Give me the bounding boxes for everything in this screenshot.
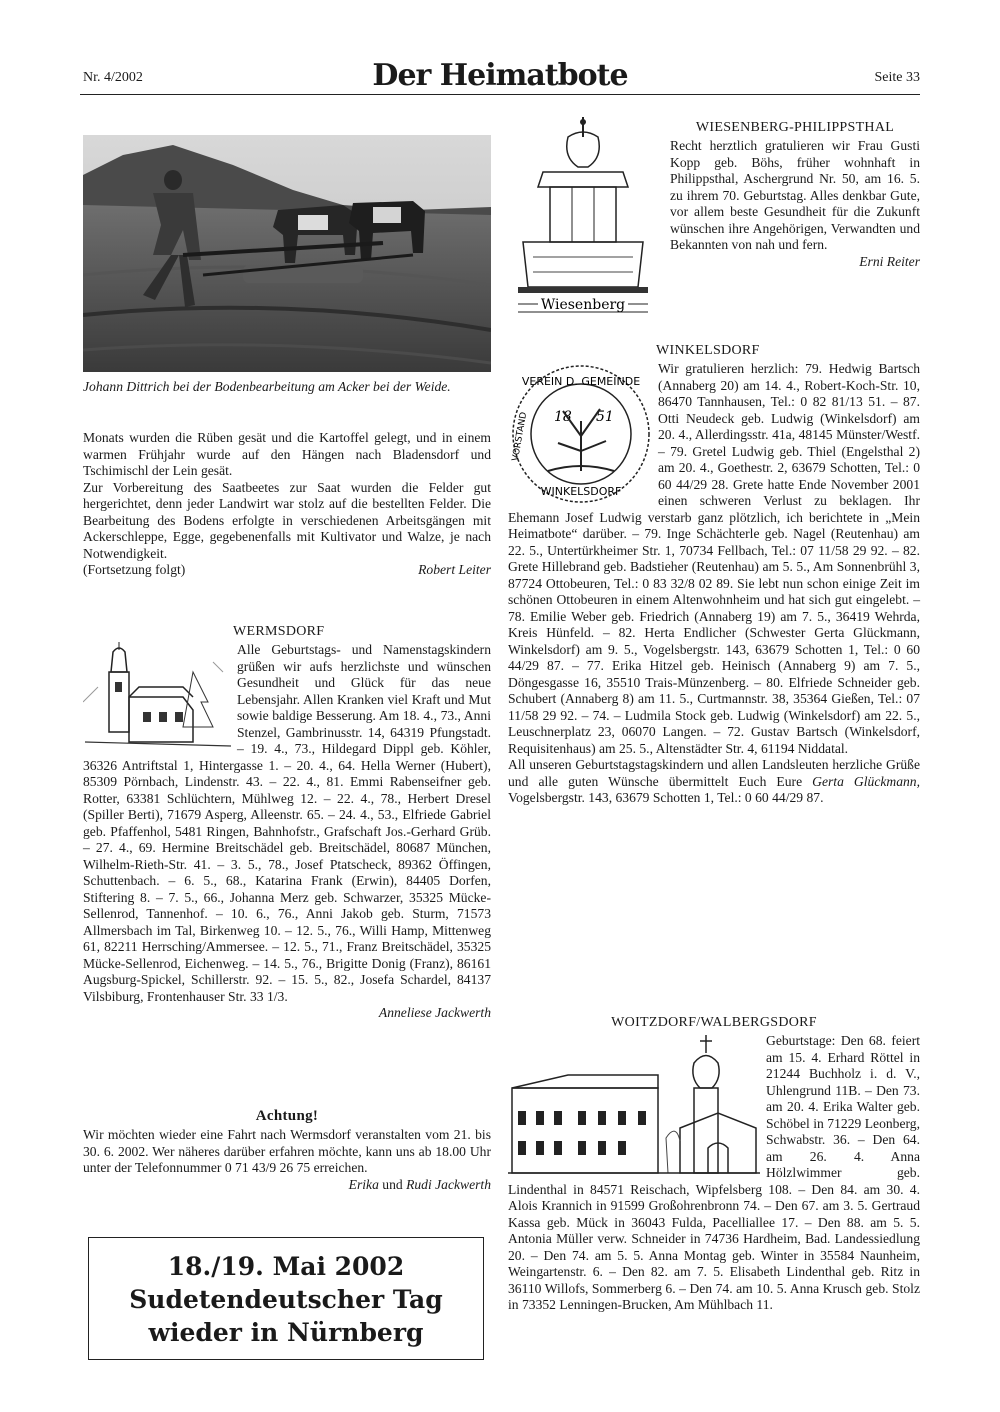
- svg-text:18: 18: [554, 409, 572, 425]
- issue-number: Nr. 4/2002: [83, 70, 143, 85]
- achtung-author: Erika und Rudi Jackwerth: [348, 1176, 491, 1192]
- wermsdorf-author: Anneliese Jackwerth: [378, 1005, 491, 1020]
- winkelsdorf-closing: All unseren Geburtstagstagskindern und allen Landsleuten herzliche Grüße und alle guten Wünsche übermittelt Euch Eure: [508, 757, 920, 789]
- article-paragraph-1: Monats wurden die Rüben gesät und die Kartoffel gelegt, und in einem warmen Frühjahr wurde auf den Hängen nach Bladensdorf und Tschimischl der Lein gesät.: [83, 430, 491, 478]
- wermsdorf-section: [83, 624, 491, 1022]
- svg-text:VEREIN D. GEMEINDE: VEREIN D. GEMEINDE: [521, 375, 641, 388]
- page-number: Seite 33: [874, 70, 920, 85]
- wiesenberg-body: Recht herztlich gratulieren wir Frau Gusti Kopp geb. Böhs, früher wohnhaft in Philippsthal, Aschergrund Nr. 50, am 16. 5. zu ihrem 70. Geburtstag. Alles denkbar Gute, vor allem beste Gesundheit für die Zukunft wünschen ihre Angehörigen, Verwandten und Bekannten von nah und fern.: [670, 138, 920, 252]
- winkelsdorf-intro: Wir gratulieren herzlich:: [658, 361, 799, 376]
- banner-line-1: 18./19. Mai 2002: [167, 1252, 405, 1281]
- svg-text:VORSTAND: VORSTAND: [510, 411, 530, 462]
- header-rule: [80, 94, 920, 95]
- woitzdorf-section: [508, 1015, 920, 1314]
- wiesenberg-heading: WIESENBERG-PHILIPPSTHAL: [695, 120, 895, 135]
- photo-caption: Johann Dittrich bei der Bodenbearbeitung am Acker bei der Weide.: [83, 379, 451, 394]
- wiesenberg-emblem: [508, 112, 658, 322]
- wermsdorf-body: Alle Geburtstags- und Namenstagskindern grüßen wir aufs herzlichste und wünschen Gesundheit und Glück für das neue Lebensjahr. Allen Kranken viel Kraft und Mut sowie baldige Besserung. Am 18. 4., 73., Anni Stenzel, Gambrinusstr. 14, 64319 Pfungstadt. – 19. 4., 73., Hildegard Dippl geb. Köhler, 36326 Antriftstal 1, Hintergasse 1. – 20. 4., 64. Hella Werner (Hubert), 85309 Pörnbach, Lindenstr. 43. – 22. 4., 81. Emmi Rabenseifner geb. Rotter, 63381 Schlüchtern, Mühlweg 12. – 22. 4., 78., Herbert Dresel (Spiller Berti), 71679 Asperg, Alleenstr. 65. – 24. 4., 53., Elfriede Gabriel geb. Pfaffenhol, 5481 Ringen, Bahnhofstr., Grafschaft Jos.-Gerhard Grüb. – 27. 4., 69. Hermine Breitschädel geb. Breitschädel, 80687 München, Wilhelm-Rieth-Str. 41. – 3. 5., 78., Josef Ptatscheck, 89362 Öffingen, Schuttenbach. – 6. 5., 68., Katarina Frank (Erwin), 84405 Dorfen, Stiftering 8. – 7. 5., 66., Johanna Merz geb. Schwarzer, 35325 Mücke-Sellenrod, Tannenhof. – 10. 6., 76., Anni Jakob geb. Sturm, 71573 Allmersbach im Tal, Birkenweg 10. – 12. 5., 76., Willi Hamp, Mittenweg 61, 82211 Herrsching/Ammersee. – 12. 5., 71., Franz Breitschädel, 35325 Mücke-Sellenrod, Eichenweg. – 14. 5., 76., Brigitte Donig (Franz), 86161 Augsburg-Spickel, Schillerstr. 92. – 15. 5., 82., Josefa Schardel, 84137 Vilsbiburg, Frontenhauser Str. 33 1/3.: [83, 642, 491, 1004]
- banner-line-3: wieder in Nürnberg: [148, 1318, 424, 1347]
- achtung-body: Wir möchten wieder eine Fahrt nach Wermsdorf veranstalten vom 21. bis 30. 6. 2002. Wer näheres darüber erfahren möchte, kann uns ab 18.00 Uhr unter der Telefonnummer 0 71 43/9 26 75 erreichen.: [83, 1127, 491, 1175]
- farming-photo: [83, 135, 491, 372]
- masthead: Der Heimatbote: [372, 58, 628, 93]
- svg-text:51: 51: [596, 409, 614, 425]
- woitzdorf-church-drawing: [508, 1033, 760, 1181]
- achtung-section: [83, 1108, 491, 1193]
- achtung-heading: Achtung!: [255, 1108, 319, 1124]
- article-author: Robert Leiter: [418, 562, 491, 577]
- svg-text:WINKELSDORF: WINKELSDORF: [540, 485, 622, 498]
- emblem-label: Wiesenberg: [540, 297, 626, 313]
- winkelsdorf-closing-name: Gerta Glückmann,: [812, 773, 920, 789]
- left-article: [83, 430, 491, 579]
- winkelsdorf-heading: WINKELSDORF: [656, 343, 760, 358]
- winkelsdorf-body: 79. Hedwig Bartsch (Annaberg 20) am 14. 4., Robert-Koch-Str. 10, 86470 Tannhausen, Tel.: 0 82 81/13 51. – 87. Otti Neudeck geb. Ludwig (Winkelsdorf) am 20. 4., Allerdingsstr. 41a, 48145 Münster/Westf. – 79. Gretel Ludwig geb. Thiel (Engelsthal 2) am 20. 4., Goethestr. 2, 63679 Schotten, Tel.: 0 60 44/29 28. Grete hatte Ende November 2001 einen schweren Verlust zu beklagen. Ihr Ehemann Josef Ludwig verstarb ganz plötzlich, ich berichtete in „Mein Heimatbote“ darüber. – 79. Inge Schächterle geb. Nagel (Reutenhau) am 22. 5., Untertürkheimer Str. 1, 70734 Fellbach, Tel.: 07 11/58 29 92. – 82. Grete Hillebrand geb. Badstieher (Reutenhau) am 5. 5., Am Sonnenbrühl 3, 87724 Ottobeuren, Tel.: 0 83 32/8 02 89. Sie lebt nun schon einige Zeit im schönen Ottobeuren in einem Altenwohnheim und hat sich gut eingelebt. – 78. Emilie Weber geb. Friedrich (Annaberg 19) am 7. 5., 36419 Wehrda, Kreis Hünfeld. – 82. Herta Endlicher (Schwester Gerta Glückmann, Winkelsdorf) am 9. 5., Vogelsbergstr. 143, 63679 Schotten 1, Tel.: 0 60 44/29 87. – 77. Erika Hitzel geb. Heinisch (Annaberg 9) am 7. 5., Döngesgasse 16, 35510 Trais-Münzenberg. – 80. Elfriede Schneider geb. Schubert (Annaberg 8) am 11. 5., Curtmannstr. 38, 35364 Gießen, Tel.: 07 11/58 29 92. – 74. – Ludmila Stock geb. Ludwig (Winkelsdorf) am 22. 5., Leuschnerplatz 23, 06070 Langen. – 72. Gustav Bartsch (Winkelsdorf, Requisitenhaus) am 25. 5., Altenstädter Str. 4, 61194 Niddatal.: [508, 361, 920, 756]
- banner-line-2: Sudetendeutscher Tag: [129, 1285, 443, 1314]
- wermsdorf-heading: WERMSDORF: [233, 624, 325, 639]
- continued-note: (Fortsetzung folgt): [83, 562, 186, 577]
- wiesenberg-section: [670, 120, 920, 270]
- winkelsdorf-section: WINKELSDORF VEREIN D. GEMEINDE WINKELSDORF VORSTAND 18 51 Wir gratulieren herzlich: 79. Hedwig Bartsch (Annaberg 20) am 14. 4., Robert-Koch-Str. 10, 86470 Tannhausen, Tel.: 0 82 81/13 51. – 87. Otti Neudeck geb. Ludwig (Winkelsdorf) am 20. 4., Allerdingsstr. 41a, 48145 Münster/Westf. – 79. Gretel Ludwig geb. Thiel (Engelsthal 2) am 20. 4., Goethestr. 2, 63679 Schotten, Tel.: 0 60 44/29 28. Grete hatte Ende November 2001 einen schweren Verlust zu beklagen. Ihr Ehemann Josef Ludwig verstarb ganz plötzlich, ich berichtete in „Mein Heimatbote“ darüber. – 79. Inge Schächterle geb. Nagel (Reutenhau) am 22. 5., Untertürkheimer Str. 1, 70734 Fellbach, Tel.: 07 11/58 29 92. – 82. Grete Hillebrand geb. Badstieher (Reutenhau) am 5. 5., Am Sonnenbrühl 3, 87724 Ottobeuren, Tel.: 0 83 32/8 02 89. Sie lebt nun schon einige Zeit im schönen Ottobeuren in einem Altenwohnheim und hat sich gut eingelebt. – 78. Emilie Weber geb. Friedrich (Annaberg 19) am 7. 5., 36419 Wehrda, Kreis Hünfeld. – 82. Herta Endlicher (Schwester Gerta Glückmann, Winkelsdorf) am 9. 5., Vogelsbergstr. 143, 63679 Schotten 1, Tel.: 0 60 44/29 87. – 77. Erika Hitzel geb. Heinisch (Annaberg 9) am 7. 5., Döngesgasse 16, 35510 Trais-Münzenberg. – 80. Elfriede Schneider geb. Schubert (Annaberg 8) am 11. 5., Curtmannstr. 38, 35364 Gießen, Tel.: 07 11/58 29 92. – 74. – Ludmila Stock geb. Ludwig (Winkelsdorf) am 22. 5., Leuschnerplatz 23, 06070 Langen. – 72. Gustav Bartsch (Winkelsdorf, Requisitenhaus) am 25. 5., Altenstädter Str. 4, 61194 Niddatal. All unseren Geburtstagstagskindern und allen Landsleuten herzliche Grüße und alle guten Wünsche übermittelt Euch Eure Gerta Glückmann, Vogelsbergstr. 143, 63679 Schotten 1, Tel.: 0 60 44/29 87.: [508, 343, 920, 805]
- woitzdorf-heading: WOITZDORF/WALBERGSDORF: [611, 1015, 817, 1030]
- event-banner: [88, 1237, 484, 1360]
- winkelsdorf-seal: [508, 361, 654, 507]
- article-paragraph-2: Zur Vorbereitung des Saatbeetes zur Saat wurden die Felder gut hergerichtet, denn jeder Landwirt war stolz auf die bestellten Felder. Die Bearbeitung des Bodens erfolgte in verschiedenen Arbeitsgängen mit Ackerschleppe, Egge, gegebenenfalls mit Kultivator und Walze, je nach Notwendigkeit.: [83, 479, 491, 561]
- wiesenberg-author: Erni Reiter: [859, 253, 920, 269]
- church-drawing: [83, 642, 233, 754]
- woitzdorf-body: Geburtstage: Den 68. feiert am 15. 4. Erhard Röttel in 21244 Buchholz i. d. V., Uhlengrund 11B. – Den 73. am 20. 4. Erika Walter geb. Schöbel in 71229 Leonberg, Schwabstr. 36. – Den 64. am 26. 4. Anna Hölzlwimmer geb. Lindenthal in 84571 Reischach, Wipfelsberg 108. – Den 84. am 30. 4. Alois Krannich in 91599 Großohrenbronn 74. – Den 67. am 3. 5. Gertraud Kassa geb. Mück in 36043 Fulda, Pacelliallee 17. – Den 88. am 5. 5. Antonia Müller verw. Schneider in 74736 Hardheim, Bad. Landessiedlung 20. – Den 74. am 5. 5. Anna Montag geb. Winter in 35584 Naunheim, Weingartenstr. 6. – Den 82. am 7. 5. Elisabeth Lindenthal geb. Ritz in 36110 Willofs, Sommerberg 6. – Den 74. am 10. 5. Anna Krusch geb. Stolz in 73352 Lenningen-Brucken, Am Mühlbach 11.: [508, 1033, 920, 1312]
